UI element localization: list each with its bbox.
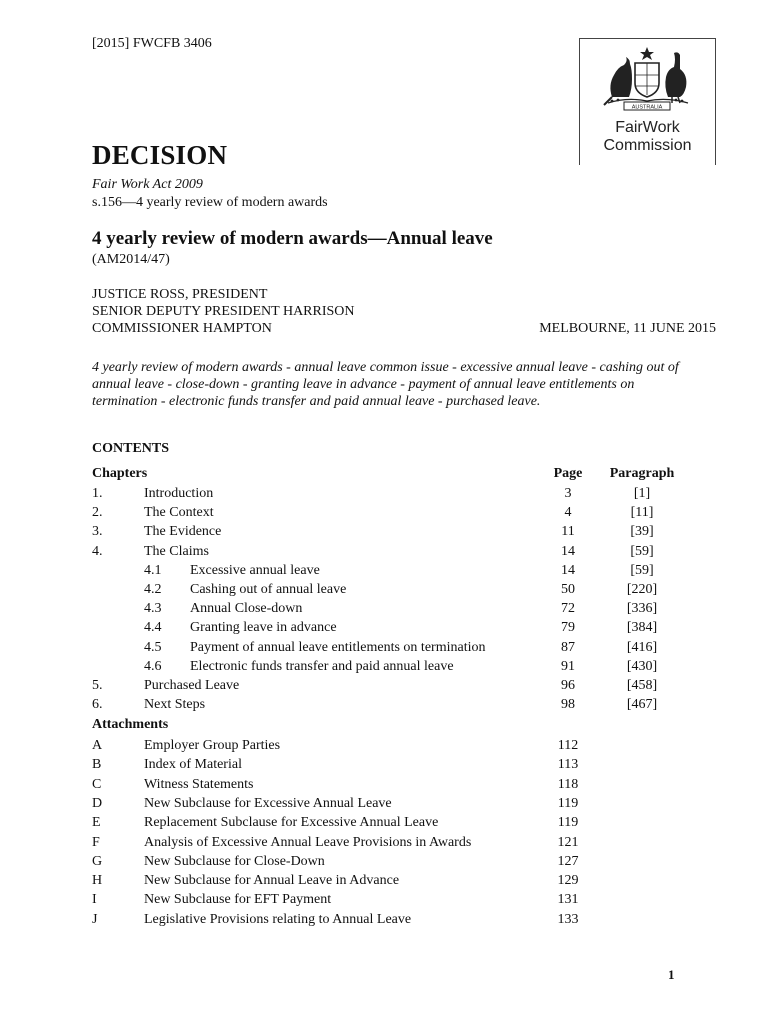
attachment-title: Analysis of Excessive Annual Leave Provisions in Awards (144, 834, 472, 850)
attachment-page: 127 (557, 853, 579, 869)
toc-attachment-row[interactable] (0, 892, 770, 911)
toc-number: 4. (92, 543, 103, 559)
decision-title: 4 yearly review of modern awards—Annual leave (92, 228, 493, 249)
attachment-letter: F (92, 834, 100, 850)
attachment-letter: A (92, 738, 103, 753)
toc-subsection-row[interactable] (0, 620, 770, 639)
catchwords: 4 yearly review of modern awards - annual leave common issue - excessive annual leave - cashing out of annual leave - close-down - granting leave in advance - payment of annual leave entitlements on termination - electronic funds transfer and paid annual leave - purchased leave. (92, 360, 679, 409)
toc-paragraph: [220] (626, 582, 658, 597)
toc-attachment-row[interactable] (0, 815, 770, 834)
toc-number: 5. (92, 678, 103, 693)
fair-work-commission-logo (579, 38, 716, 165)
bench-member: COMMISSIONER HAMPTON (92, 321, 272, 336)
toc-title: The Claims (144, 543, 209, 559)
attachment-page: 129 (557, 873, 579, 889)
toc-page: 72 (561, 601, 575, 617)
toc-page: 91 (561, 658, 575, 674)
toc-paragraph: [1] (633, 486, 651, 501)
toc-paragraph: [430] (626, 658, 658, 674)
attachment-letter: D (92, 795, 103, 811)
toc-page: 4 (564, 505, 572, 521)
attachment-letter: J (92, 911, 98, 927)
chapters-label: Chapters (92, 466, 148, 481)
paragraph-column-header: Paragraph (609, 466, 675, 481)
toc-title: The Evidence (144, 524, 222, 540)
toc-number: 4.4 (144, 620, 162, 636)
toc-page: 50 (561, 582, 575, 597)
attachment-page: 119 (557, 815, 579, 831)
attachment-title: New Subclause for Annual Leave in Advance (144, 873, 400, 889)
toc-page: 3 (564, 486, 572, 501)
toc-chapter-row[interactable] (0, 524, 770, 543)
toc-paragraph: [458] (626, 678, 658, 693)
toc-number: 4.5 (144, 639, 162, 655)
toc-title: Payment of annual leave entitlements on termination (190, 639, 486, 655)
section-reference: s.156—4 yearly review of modern awards (92, 195, 328, 210)
toc-number: 4.2 (144, 582, 162, 597)
coat-of-arms-icon (602, 45, 692, 111)
place-and-date: MELBOURNE, 11 JUNE 2015 (539, 321, 716, 336)
toc-chapter-row[interactable] (0, 544, 770, 563)
toc-number: 4.3 (144, 601, 162, 617)
toc-attachment-row[interactable] (0, 777, 770, 796)
attachment-letter: B (92, 757, 102, 773)
toc-page: 79 (561, 620, 575, 636)
toc-page: 87 (561, 639, 575, 655)
toc-title: Granting leave in advance (190, 620, 337, 636)
toc-subsection-row[interactable] (0, 582, 770, 601)
toc-title: Annual Close-down (190, 601, 303, 617)
toc-subsection-row[interactable] (0, 659, 770, 678)
attachments-label: Attachments (92, 717, 169, 732)
attachment-title: Employer Group Parties (144, 738, 281, 753)
toc-paragraph: [59] (630, 562, 654, 578)
attachment-page: 131 (557, 892, 579, 908)
toc-paragraph: [416] (626, 639, 658, 655)
toc-attachment-row[interactable] (0, 835, 770, 854)
toc-title: Excessive annual leave (190, 562, 320, 578)
toc-paragraph: [336] (626, 601, 658, 617)
bench-member: JUSTICE ROSS, PRESIDENT (92, 287, 268, 302)
toc-attachment-row[interactable] (0, 912, 770, 931)
matter-number: (AM2014/47) (92, 252, 170, 267)
bench-member: SENIOR DEPUTY PRESIDENT HARRISON (92, 304, 355, 319)
attachment-page: 121 (557, 834, 579, 850)
toc-title: Next Steps (144, 697, 206, 713)
act-name: Fair Work Act 2009 (92, 177, 203, 192)
attachment-title: Replacement Subclause for Excessive Annual Leave (144, 815, 439, 831)
toc-subsection-row[interactable] (0, 563, 770, 582)
toc-attachment-row[interactable] (0, 738, 770, 757)
toc-page: 11 (561, 524, 575, 540)
attachment-title: Legislative Provisions relating to Annual Leave (144, 911, 412, 927)
toc-number: 4.1 (144, 562, 162, 578)
toc-number: 4.6 (144, 658, 162, 674)
attachment-letter: H (92, 873, 103, 889)
page-number: 1 (668, 967, 675, 982)
toc-title: Electronic funds transfer and paid annual leave (190, 658, 454, 674)
toc-page: 14 (561, 562, 575, 578)
toc-title: The Context (144, 505, 214, 521)
toc-chapter-row[interactable] (0, 678, 770, 697)
toc-paragraph: [467] (626, 697, 658, 713)
toc-title: Cashing out of annual leave (190, 582, 347, 597)
attachment-page: 113 (557, 757, 579, 773)
toc-number: 3. (92, 524, 103, 540)
toc-page: 96 (561, 678, 575, 693)
toc-title: Introduction (144, 486, 214, 501)
document-type-heading: DECISION (92, 140, 228, 170)
attachment-letter: I (92, 892, 97, 908)
attachment-page: 133 (557, 911, 579, 927)
attachment-page: 119 (557, 795, 579, 811)
toc-chapter-row[interactable] (0, 486, 770, 505)
toc-attachment-row[interactable] (0, 854, 770, 873)
attachment-page: 112 (557, 738, 579, 753)
toc-subsection-row[interactable] (0, 601, 770, 620)
toc-paragraph: [11] (630, 505, 654, 521)
attachment-title: Witness Statements (144, 776, 254, 792)
toc-page: 14 (561, 543, 575, 559)
attachment-letter: E (92, 815, 101, 831)
toc-chapter-row[interactable] (0, 505, 770, 524)
attachment-letter: G (92, 853, 103, 869)
crest-scroll-label: AUSTRALIA (631, 104, 663, 111)
attachment-title: Index of Material (144, 757, 242, 773)
logo-line-fairwork: FairWork (615, 119, 680, 136)
toc-paragraph: [59] (630, 543, 654, 559)
attachment-title: New Subclause for EFT Payment (144, 892, 332, 908)
attachment-page: 118 (557, 776, 579, 792)
attachment-title: New Subclause for Close-Down (144, 853, 325, 869)
toc-number: 2. (92, 505, 103, 521)
toc-attachment-row[interactable] (0, 796, 770, 815)
case-citation: [2015] FWCFB 3406 (92, 36, 212, 51)
toc-paragraph: [39] (630, 524, 654, 540)
logo-line-commission: Commission (603, 137, 692, 154)
toc-subsection-row[interactable] (0, 640, 770, 659)
page-column-header: Page (553, 466, 583, 481)
attachment-letter: C (92, 776, 102, 792)
toc-number: 1. (92, 486, 103, 501)
toc-attachment-row[interactable] (0, 873, 770, 892)
toc-title: Purchased Leave (144, 678, 240, 693)
toc-paragraph: [384] (626, 620, 658, 636)
attachment-title: New Subclause for Excessive Annual Leave (144, 795, 392, 811)
toc-page: 98 (561, 697, 575, 713)
toc-number: 6. (92, 697, 103, 713)
toc-attachment-row[interactable] (0, 757, 770, 776)
contents-heading: CONTENTS (92, 441, 170, 456)
toc-chapter-row[interactable] (0, 697, 770, 716)
